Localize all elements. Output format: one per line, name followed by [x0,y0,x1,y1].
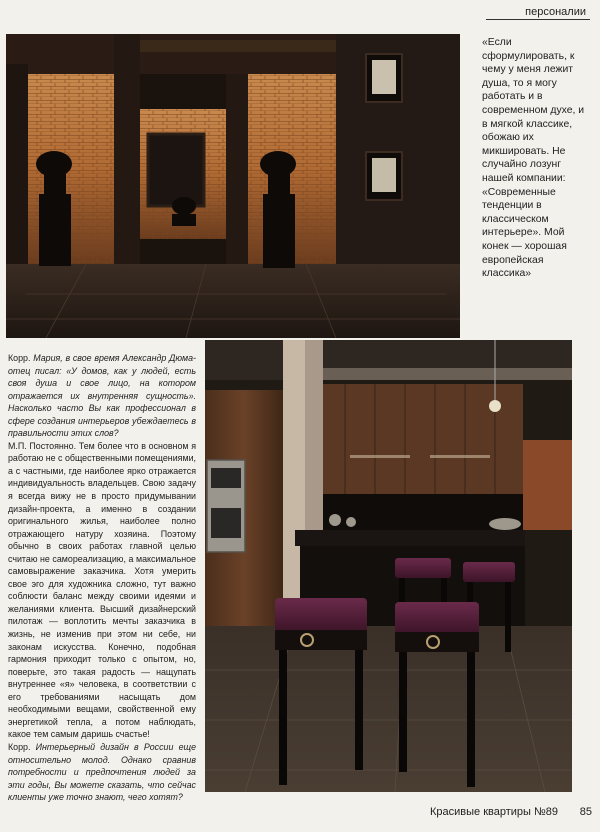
magazine-title: Красивые квартиры №89 [430,806,559,818]
question-1-lead: Корр. [8,353,31,363]
question-2-text: Интерьерный дизайн в России еще относительно молод. Однако сравнив потребности и предпочтения людей за эти годы, Вы можете сказать, что сейчас клиенты уже точно знают, чего хотят? [8,741,197,803]
section-tag: персоналии [486,6,590,20]
question-1 [8,352,196,440]
question-2-lead: Корр. [8,741,31,752]
page-number: 85 [579,806,592,818]
hallway-photo [6,34,460,338]
question-2 [8,741,196,804]
answer-1 [8,440,196,741]
answer-1-lead: М.П. [8,440,27,451]
article-body [8,352,196,804]
hallway-illustration [6,34,460,338]
pull-quote: «Если сформулировать, к чему у меня лежит душа, то я могу работать и в современном духе, и в мягкой классике, обожаю их микшировать. Не случайно лозунг нашей компании: «Современные тенденции в классическом интерьере». Мой конек — хорошая европейская классика» [482,37,585,280]
answer-1-text: Постоянно. Тем более что в основном я работаю не с общественными помещениями, а с частными, где наиболее ярко отражается индивидуальность владельцев. Свою задачу я всегда вижу не в просто придумывании дизайн-проекта, а именно в создании оригинального жилья, наиболее полно отражающего натуру хозяина. Поэтому обычно в своих работах главной целью считаю не самореализацию, а максимальное самовыражение заказчика. Хотя умерить свое эго для художника сложно, тут важно соблюсти баланс между своими идеями и желаниями клиента. Высший дизайнерский пилотаж — воплотить мечты заказчика в жизнь, не изменив при этом ни себе, ни законам искусства. Конечно, подобная гармония приходит только с опытом, но, поверьте, это такая радость — нащупать внутреннее «я» человека, в соответствии с его требованиями насыщать дом необходимыми вещами, свойственной ему энергетикой тепла, а потом наблюдать, какое тем самым даришь счастье! [8,440,197,740]
kitchen-photo [205,340,572,792]
question-1-text: Мария, в свое время Александр Дюма-отец писал: «У домов, как у людей, есть своя душа и свое лицо, на котором отражается их внутренняя сущность». Насколько часто Вы как профессионал в сфере создания интерьеров убеждаетесь в правильности этих слов? [8,353,196,439]
kitchen-illustration [205,340,572,792]
